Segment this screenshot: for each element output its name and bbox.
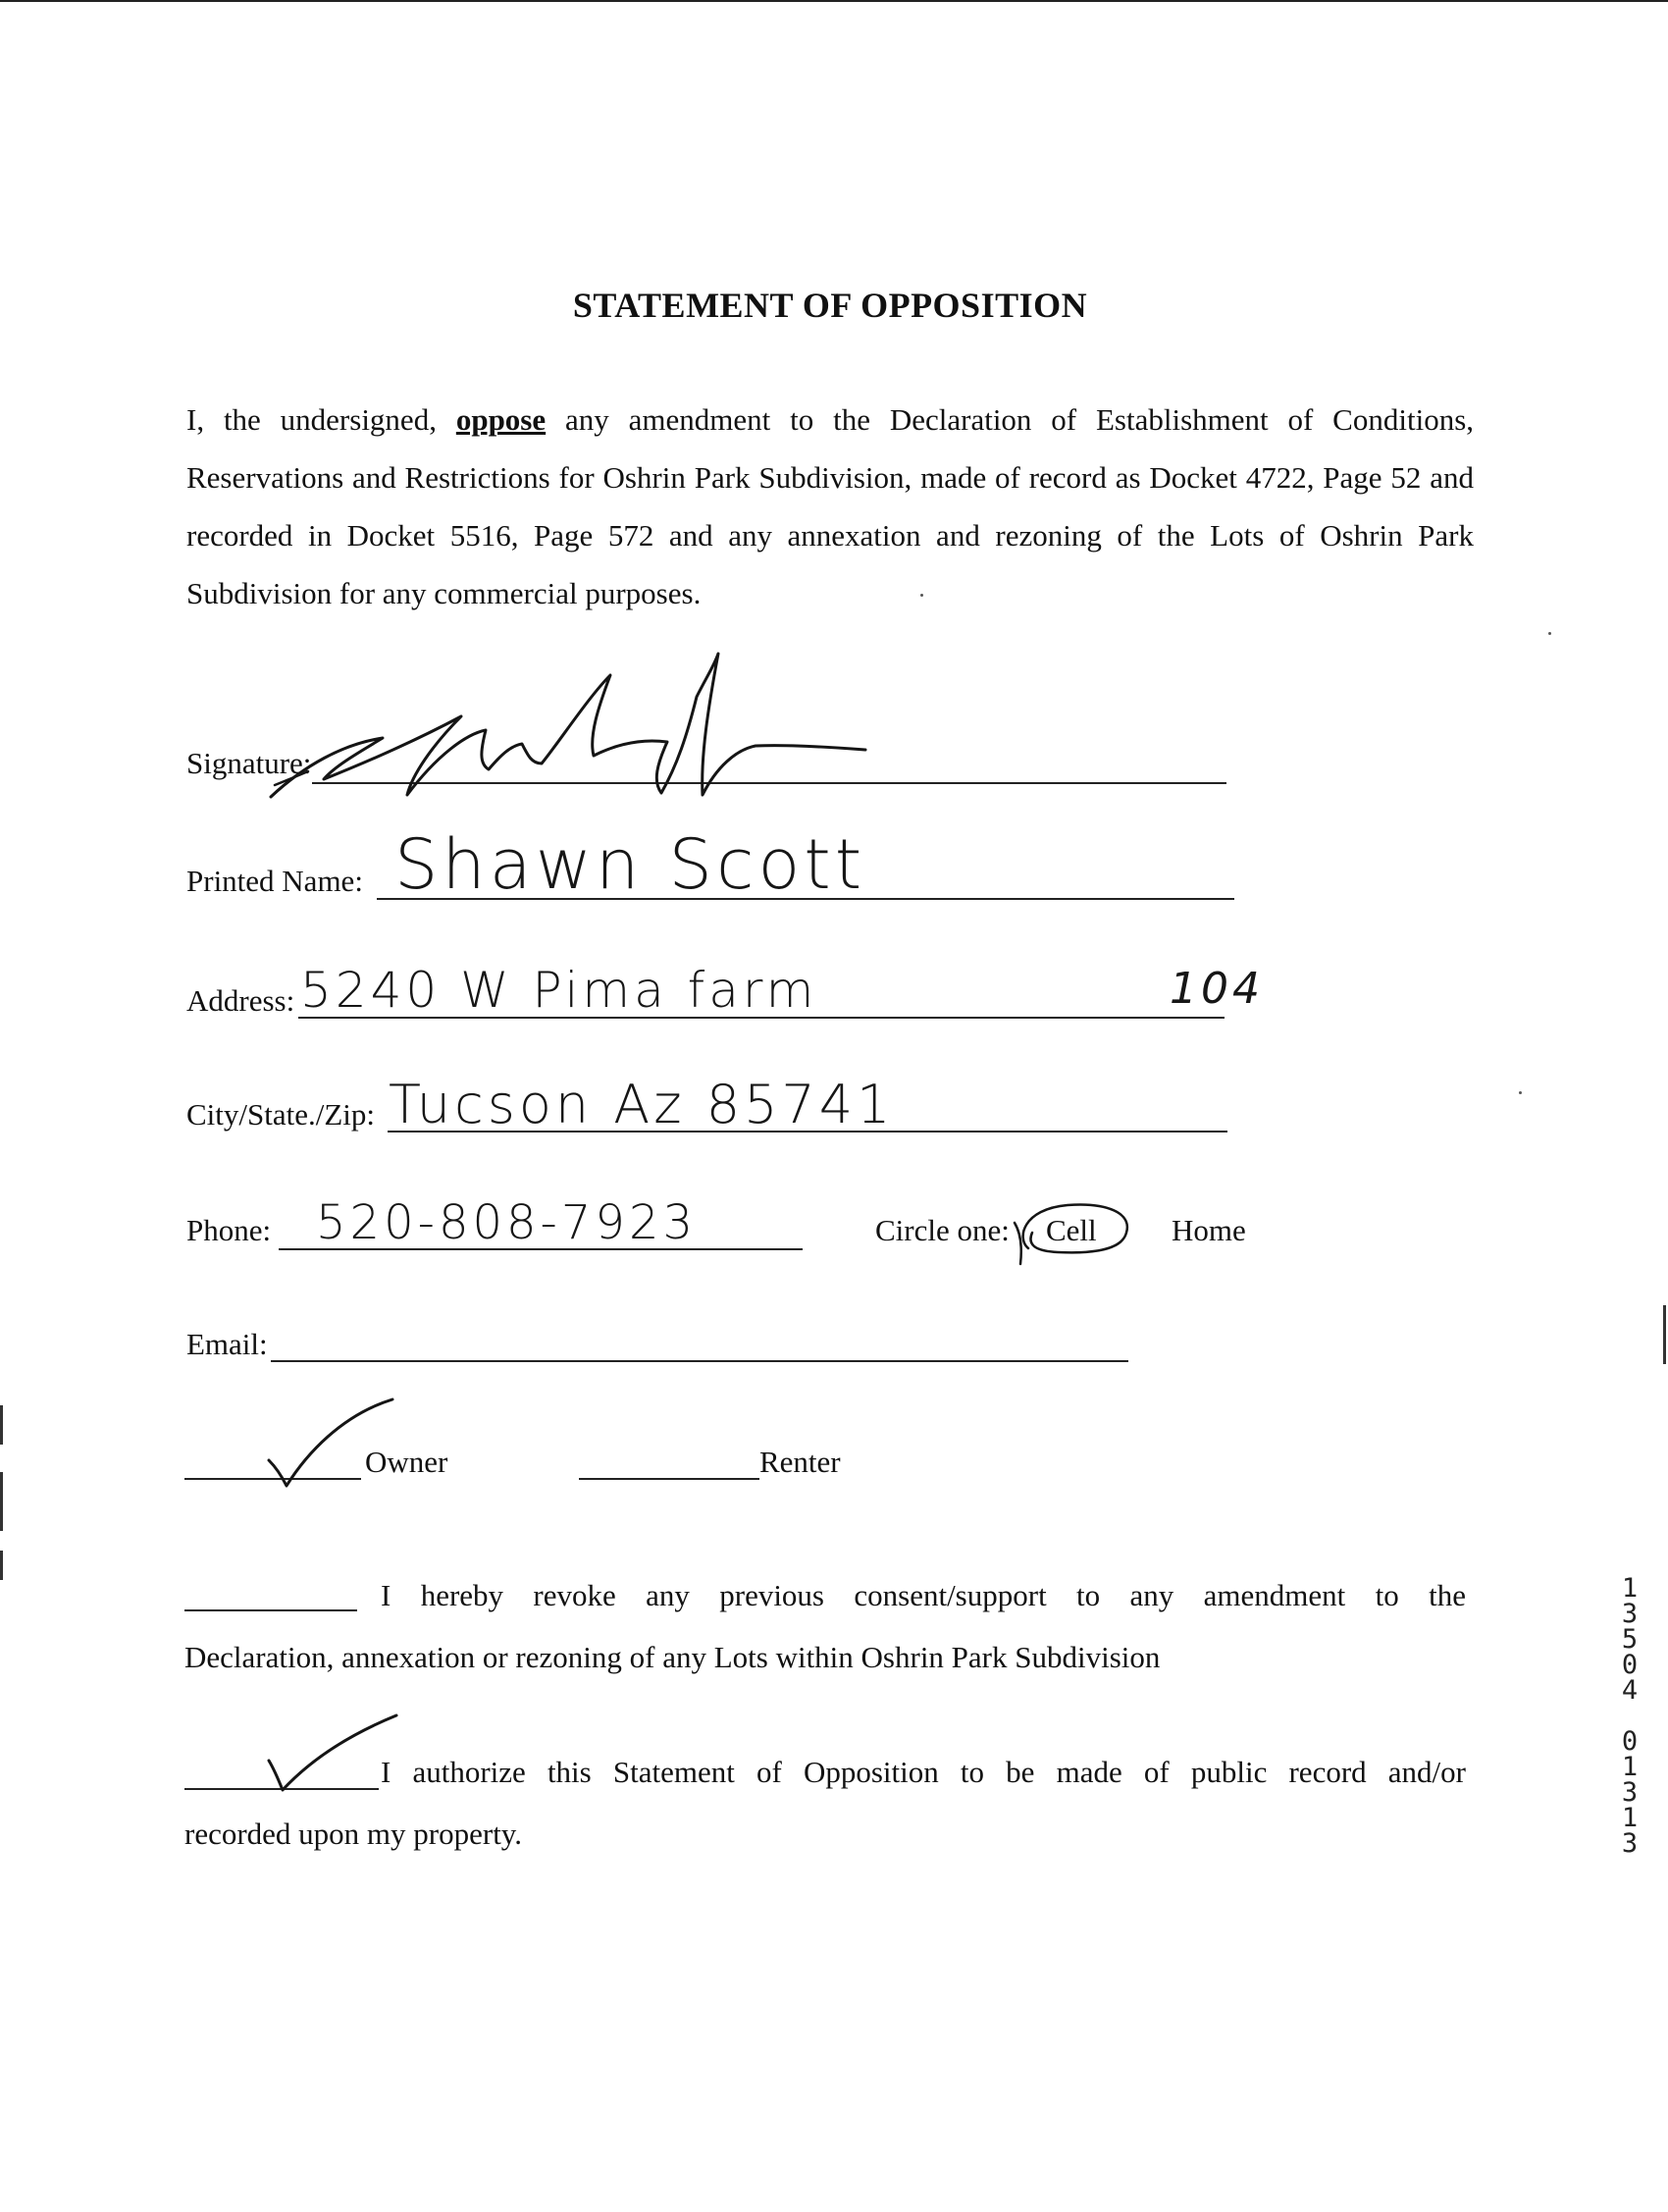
revoke-statement [184,1564,1466,1688]
authorize-statement [184,1741,1466,1865]
document-stamp-number [1615,1573,1644,1859]
stamp-digit: 4 [1621,1675,1639,1706]
scan-edge-mark [0,1405,3,1445]
signature-drawing[interactable] [265,648,893,805]
renter-label: Renter [759,1445,841,1479]
statement-intro: I, the undersigned, [186,402,437,437]
statement-body: any amendment to the Declaration of Establishment of Conditions, Reservations and Restrictions for Oshrin Park Subdivision, made of record as Docket 4722, Page 52 and recorded in Docket 5516, Page 572 and any annexation and rezoning of the Lots of Oshrin Park Subdivision for any commercial purposes. [186,402,1475,610]
city-state-zip-label: City/State./Zip: [186,1097,376,1132]
revoke-text-2: Declaration, annexation or rezoning of any Lots within Oshrin Park Subdivision [184,1640,1161,1674]
stamp-digit: 0 [1621,1726,1639,1757]
printed-name-value[interactable]: Shawn Scott [394,824,866,905]
scan-speck [1548,632,1551,635]
authorize-line-1 [184,1741,1466,1803]
scan-edge-mark [0,1472,3,1531]
stamp-digit: 3 [1621,1828,1639,1859]
opposition-statement [186,391,1474,622]
revoke-line-1 [184,1564,1466,1626]
address-label: Address: [186,983,295,1018]
phone-label: Phone: [186,1213,272,1247]
renter-check-line[interactable] [579,1478,759,1480]
email-line [271,1360,1128,1362]
phone-value[interactable]: 520-808-7923 [316,1195,698,1250]
circle-one-label: Circle one: [875,1213,1010,1247]
stamp-digit: 5 [1621,1624,1639,1655]
scan-edge-mark [1663,1305,1666,1364]
stamp-digit: 3 [1621,1777,1639,1808]
city-state-zip-value[interactable]: Tucson Az 85741 [389,1074,895,1135]
authorize-text-2: recorded upon my property. [184,1817,523,1851]
stamp-digit: 1 [1621,1573,1639,1604]
document-title: STATEMENT OF OPPOSITION [572,286,1088,325]
address-unit-value[interactable]: 104 [1170,964,1264,1014]
cell-selection-circle [1009,1199,1136,1270]
revoke-text-1: I hereby revoke any previous consent/support to any amendment to the [381,1578,1466,1612]
stamp-digit: 1 [1621,1803,1639,1833]
scan-edge-mark [0,1551,3,1580]
stamp-digit: 0 [1621,1650,1639,1680]
page-top-edge [0,0,1668,2]
stamp-digit: 1 [1621,1752,1639,1782]
printed-name-label: Printed Name: [186,864,363,898]
stamp-digit: 3 [1621,1599,1639,1629]
authorize-text-1: I authorize this Statement of Opposition to be made of public record and/or [381,1755,1466,1789]
signature-label: Signature: [186,746,312,780]
statement-emphasis: oppose [455,402,547,437]
email-label: Email: [186,1327,268,1361]
address-value[interactable]: 5240 W Pima farm [300,962,818,1019]
home-option[interactable]: Home [1172,1213,1246,1247]
scan-speck [1519,1091,1522,1094]
cell-option[interactable]: Cell [1046,1213,1097,1247]
owner-label: Owner [365,1445,448,1479]
scan-speck [920,594,923,597]
